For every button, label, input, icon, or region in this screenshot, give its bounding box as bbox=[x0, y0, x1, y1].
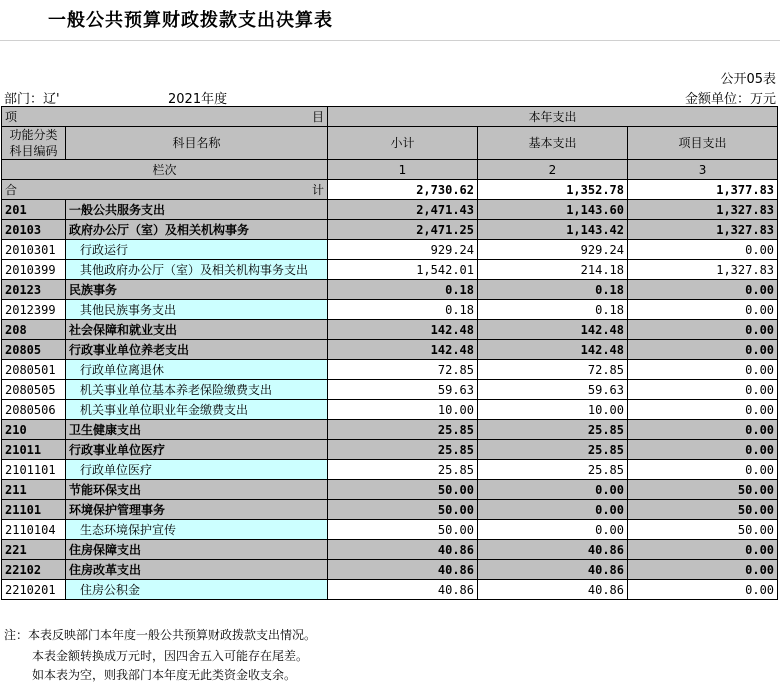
row-name: 社会保障和就业支出 bbox=[66, 320, 328, 340]
table-row bbox=[2, 220, 778, 240]
row-project: 0.00 bbox=[628, 240, 778, 260]
table-row bbox=[2, 340, 778, 360]
row-basic: 1,143.60 bbox=[478, 200, 628, 220]
row-subtotal: 1,542.01 bbox=[328, 260, 478, 280]
row-basic: 40.86 bbox=[478, 580, 628, 600]
row-code: 2012399 bbox=[2, 300, 66, 320]
table-row bbox=[2, 380, 778, 400]
footnote-line: 本表金额转换成万元时，因四舍五入可能存在尾差。 bbox=[32, 649, 309, 663]
table-row bbox=[2, 580, 778, 600]
row-name: 住房改革支出 bbox=[66, 560, 328, 580]
table-row bbox=[2, 200, 778, 220]
row-basic: 72.85 bbox=[478, 360, 628, 380]
row-basic: 0.00 bbox=[478, 500, 628, 520]
row-name: 生态环境保护宣传 bbox=[66, 520, 328, 540]
footnote-line: 如本表为空，则我部门本年度无此类资金收支余。 bbox=[32, 668, 297, 682]
row-name: 一般公共服务支出 bbox=[66, 200, 328, 220]
row-subtotal: 50.00 bbox=[328, 480, 478, 500]
table-row bbox=[2, 260, 778, 280]
title-divider bbox=[0, 40, 780, 41]
row-code: 20103 bbox=[2, 220, 66, 240]
expenditure-table bbox=[1, 106, 778, 600]
row-subtotal: 0.18 bbox=[328, 300, 478, 320]
row-code: 2110104 bbox=[2, 520, 66, 540]
row-code: 20123 bbox=[2, 280, 66, 300]
row-code: 22102 bbox=[2, 560, 66, 580]
table-row bbox=[2, 280, 778, 300]
row-project: 0.00 bbox=[628, 300, 778, 320]
item-left-label: 项 bbox=[5, 109, 18, 124]
row-project: 50.00 bbox=[628, 480, 778, 500]
row-basic: 25.85 bbox=[478, 440, 628, 460]
row-subtotal: 40.86 bbox=[328, 580, 478, 600]
row-code: 2080505 bbox=[2, 380, 66, 400]
row-basic: 214.18 bbox=[478, 260, 628, 280]
footnote-line: 注：本表反映部门本年度一般公共预算财政拨款支出情况。 bbox=[4, 628, 317, 642]
row-subtotal: 72.85 bbox=[328, 360, 478, 380]
row-basic: 59.63 bbox=[478, 380, 628, 400]
row-project: 0.00 bbox=[628, 320, 778, 340]
table-row bbox=[2, 400, 778, 420]
table-row bbox=[2, 540, 778, 560]
row-code: 221 bbox=[2, 540, 66, 560]
subtotal-col-header: 小计 bbox=[328, 127, 478, 160]
row-subtotal: 2,471.43 bbox=[328, 200, 478, 220]
row-index-label: 栏次 bbox=[2, 160, 328, 180]
project-col-header: 项目支出 bbox=[628, 127, 778, 160]
table-row bbox=[2, 560, 778, 580]
row-name: 其他政府办公厅（室）及相关机构事务支出 bbox=[66, 260, 328, 280]
row-project: 1,327.83 bbox=[628, 260, 778, 280]
total-basic: 1,352.78 bbox=[478, 180, 628, 200]
table-row bbox=[2, 300, 778, 320]
row-name: 政府办公厅（室）及相关机构事务 bbox=[66, 220, 328, 240]
row-project: 0.00 bbox=[628, 460, 778, 480]
total-row bbox=[2, 180, 778, 200]
row-code: 2010399 bbox=[2, 260, 66, 280]
total-project: 1,377.83 bbox=[628, 180, 778, 200]
unit-label: 金额单位：万元 bbox=[684, 92, 776, 107]
row-code: 201 bbox=[2, 200, 66, 220]
row-subtotal: 50.00 bbox=[328, 500, 478, 520]
row-project: 50.00 bbox=[628, 520, 778, 540]
table-row bbox=[2, 480, 778, 500]
row-name: 环境保护管理事务 bbox=[66, 500, 328, 520]
col-index-2: 2 bbox=[478, 160, 628, 180]
row-name: 行政单位离退休 bbox=[66, 360, 328, 380]
year-label: 2021年度 bbox=[168, 92, 228, 107]
code-col-header: 功能分类 科目编码 bbox=[2, 127, 66, 160]
row-subtotal: 50.00 bbox=[328, 520, 478, 540]
row-subtotal: 25.85 bbox=[328, 460, 478, 480]
row-code: 2101101 bbox=[2, 460, 66, 480]
row-basic: 1,143.42 bbox=[478, 220, 628, 240]
form-number: 公开05表 bbox=[720, 72, 776, 87]
row-basic: 0.18 bbox=[478, 300, 628, 320]
row-code: 208 bbox=[2, 320, 66, 340]
row-project: 1,327.83 bbox=[628, 220, 778, 240]
row-code: 20805 bbox=[2, 340, 66, 360]
row-project: 0.00 bbox=[628, 400, 778, 420]
col-index-3: 3 bbox=[628, 160, 778, 180]
page-title: 一般公共预算财政拨款支出决算表 bbox=[48, 10, 333, 31]
row-basic: 142.48 bbox=[478, 340, 628, 360]
row-project: 0.00 bbox=[628, 560, 778, 580]
total-right-label: 计 bbox=[311, 182, 324, 197]
header-row-3 bbox=[2, 160, 778, 180]
row-name: 机关事业单位职业年金缴费支出 bbox=[66, 400, 328, 420]
row-subtotal: 25.85 bbox=[328, 420, 478, 440]
row-project: 0.00 bbox=[628, 420, 778, 440]
row-name: 节能环保支出 bbox=[66, 480, 328, 500]
table-row bbox=[2, 520, 778, 540]
row-subtotal: 929.24 bbox=[328, 240, 478, 260]
row-name: 民族事务 bbox=[66, 280, 328, 300]
row-code: 21101 bbox=[2, 500, 66, 520]
row-project: 0.00 bbox=[628, 380, 778, 400]
row-subtotal: 40.86 bbox=[328, 560, 478, 580]
row-project: 0.00 bbox=[628, 340, 778, 360]
row-basic: 25.85 bbox=[478, 420, 628, 440]
row-name: 行政事业单位养老支出 bbox=[66, 340, 328, 360]
total-subtotal: 2,730.62 bbox=[328, 180, 478, 200]
row-basic: 0.00 bbox=[478, 520, 628, 540]
table-row bbox=[2, 320, 778, 340]
department-label: 部门：辽' bbox=[4, 92, 60, 107]
row-project: 50.00 bbox=[628, 500, 778, 520]
row-subtotal: 0.18 bbox=[328, 280, 478, 300]
name-col-header: 科目名称 bbox=[66, 127, 328, 160]
row-name: 住房公积金 bbox=[66, 580, 328, 600]
row-basic: 40.86 bbox=[478, 540, 628, 560]
row-subtotal: 59.63 bbox=[328, 380, 478, 400]
row-project: 0.00 bbox=[628, 280, 778, 300]
row-code: 210 bbox=[2, 420, 66, 440]
row-subtotal: 142.48 bbox=[328, 340, 478, 360]
row-project: 0.00 bbox=[628, 580, 778, 600]
row-name: 卫生健康支出 bbox=[66, 420, 328, 440]
row-basic: 142.48 bbox=[478, 320, 628, 340]
table-row bbox=[2, 360, 778, 380]
total-left-label: 合 bbox=[5, 182, 18, 197]
row-basic: 40.86 bbox=[478, 560, 628, 580]
table-row bbox=[2, 420, 778, 440]
col-index-1: 1 bbox=[328, 160, 478, 180]
row-basic: 0.18 bbox=[478, 280, 628, 300]
row-basic: 0.00 bbox=[478, 480, 628, 500]
row-code: 211 bbox=[2, 480, 66, 500]
row-code: 2080501 bbox=[2, 360, 66, 380]
row-project: 0.00 bbox=[628, 360, 778, 380]
row-subtotal: 40.86 bbox=[328, 540, 478, 560]
row-basic: 10.00 bbox=[478, 400, 628, 420]
header-row-1 bbox=[2, 107, 778, 127]
row-code: 2210201 bbox=[2, 580, 66, 600]
row-name: 行政事业单位医疗 bbox=[66, 440, 328, 460]
header-row-2 bbox=[2, 127, 778, 160]
row-code: 2080506 bbox=[2, 400, 66, 420]
row-project: 0.00 bbox=[628, 440, 778, 460]
row-project: 0.00 bbox=[628, 540, 778, 560]
row-code: 2010301 bbox=[2, 240, 66, 260]
row-basic: 25.85 bbox=[478, 460, 628, 480]
table-row bbox=[2, 440, 778, 460]
row-name: 住房保障支出 bbox=[66, 540, 328, 560]
item-header-cell bbox=[2, 107, 328, 127]
total-label-cell bbox=[2, 180, 328, 200]
row-code: 21011 bbox=[2, 440, 66, 460]
row-subtotal: 142.48 bbox=[328, 320, 478, 340]
row-name: 行政单位医疗 bbox=[66, 460, 328, 480]
table-row bbox=[2, 460, 778, 480]
current-year-header: 本年支出 bbox=[328, 107, 778, 127]
row-subtotal: 10.00 bbox=[328, 400, 478, 420]
table-row bbox=[2, 240, 778, 260]
row-name: 其他民族事务支出 bbox=[66, 300, 328, 320]
row-name: 机关事业单位基本养老保险缴费支出 bbox=[66, 380, 328, 400]
row-basic: 929.24 bbox=[478, 240, 628, 260]
item-right-label: 目 bbox=[311, 109, 324, 124]
row-subtotal: 2,471.25 bbox=[328, 220, 478, 240]
row-name: 行政运行 bbox=[66, 240, 328, 260]
basic-col-header: 基本支出 bbox=[478, 127, 628, 160]
row-subtotal: 25.85 bbox=[328, 440, 478, 460]
row-project: 1,327.83 bbox=[628, 200, 778, 220]
table-row bbox=[2, 500, 778, 520]
